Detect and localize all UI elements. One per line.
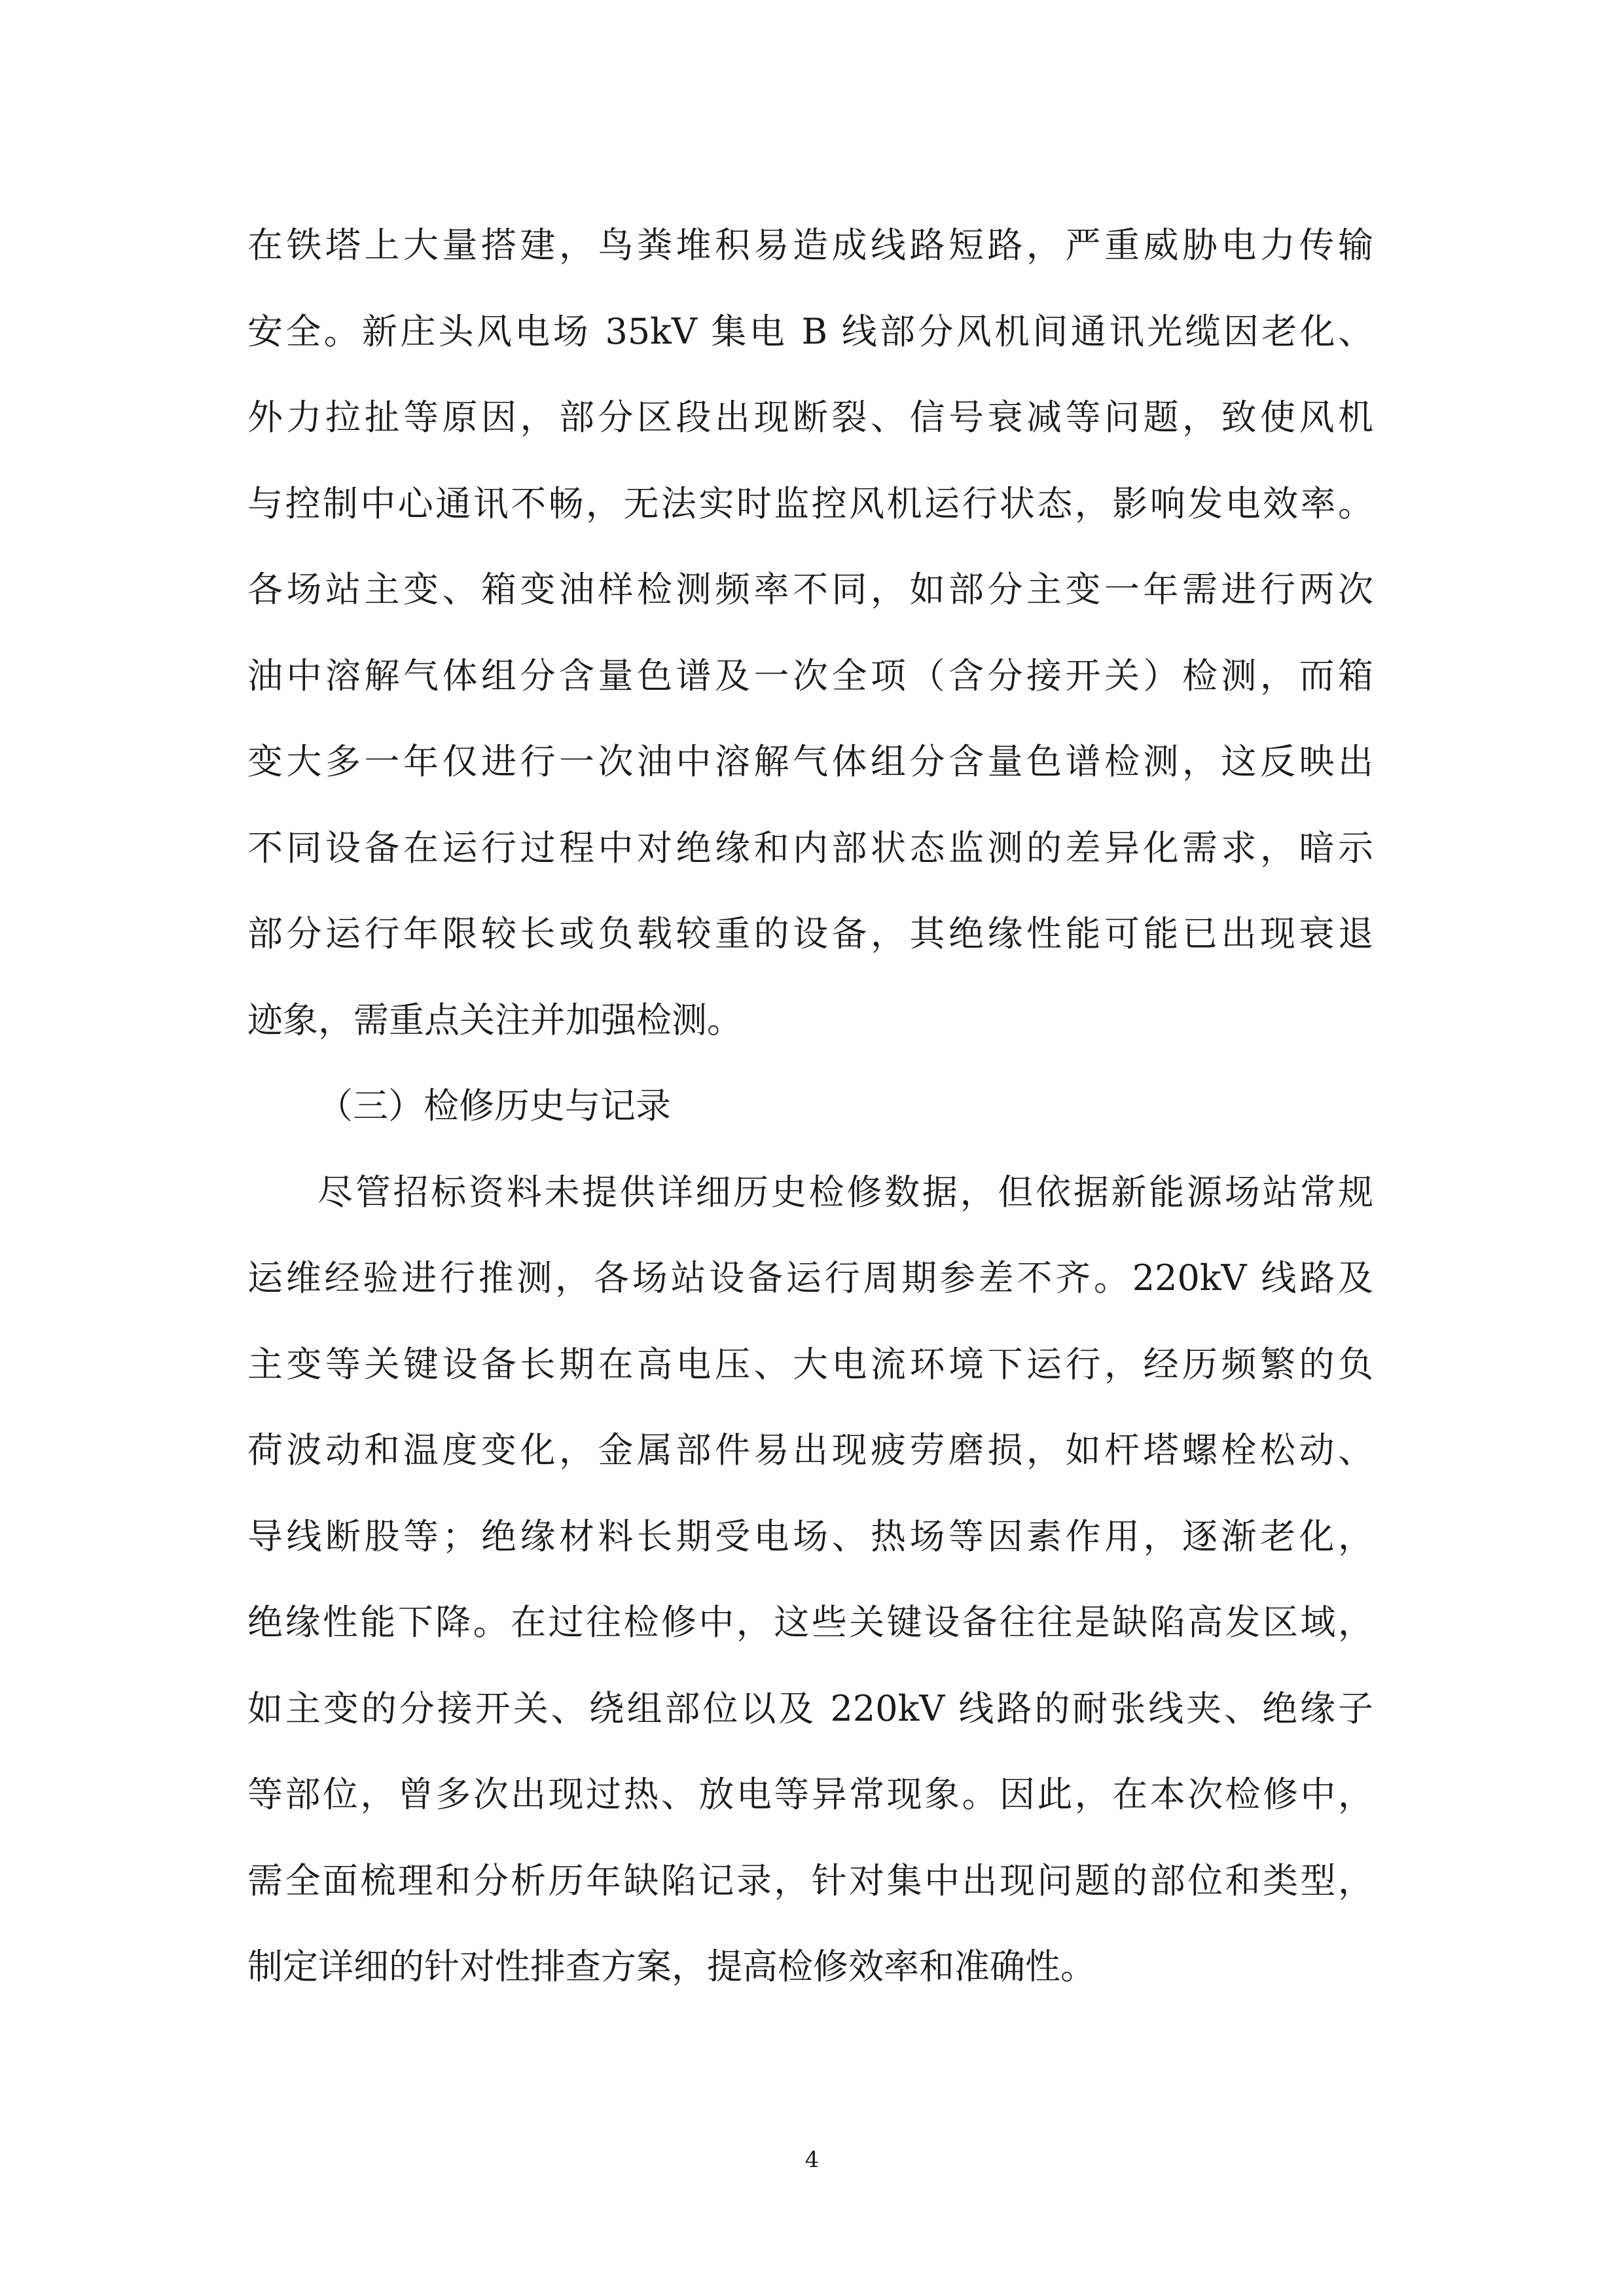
paragraph-1-line-2: 安全。新庄头风电场 35kV 集电 B 线部分风机间通讯光缆因老化、 — [247, 311, 1373, 352]
paragraph-2-line-7: 如主变的分接开关、绕组部位以及 220kV 线路的耐张线夹、绝缘子 — [247, 1688, 1373, 1729]
section-heading: （三）检修历史与记录 — [317, 1085, 671, 1126]
paragraph-2-line-10: 制定详细的针对性排查方案，提高检修效率和准确性。 — [247, 1946, 1096, 1987]
paragraph-2-line-4: 荷波动和温度变化，金属部件易出现疲劳磨损，如杆塔螺栓松动、 — [247, 1429, 1373, 1471]
paragraph-2-line-1: 尽管招标资料未提供详细历史检修数据，但依据新能源场站常规 — [317, 1172, 1373, 1213]
paragraph-1-line-4: 与控制中心通讯不畅，无法实时监控风机运行状态，影响发电效率。 — [247, 483, 1373, 524]
paragraph-1-line-5: 各场站主变、箱变油样检测频率不同，如部分主变一年需进行两次 — [247, 569, 1373, 610]
paragraph-1-line-6: 油中溶解气体组分含量色谱及一次全项（含分接开关）检测，而箱 — [247, 655, 1373, 696]
paragraph-2-line-8: 等部位，曾多次出现过热、放电等异常现象。因此，在本次检修中， — [247, 1774, 1373, 1815]
paragraph-1-line-10: 迹象，需重点关注并加强检测。 — [247, 999, 742, 1041]
paragraph-1-line-8: 不同设备在运行过程中对绝缘和内部状态监测的差异化需求，暗示 — [247, 827, 1373, 869]
page-number: 4 — [804, 2147, 820, 2173]
paragraph-2-line-6: 绝缘性能下降。在过往检修中，这些关键设备往往是缺陷高发区域， — [247, 1602, 1373, 1643]
paragraph-1-line-3: 外力拉扯等原因，部分区段出现断裂、信号衰减等问题，致使风机 — [247, 397, 1373, 438]
paragraph-2-line-3: 主变等关键设备长期在高电压、大电流环境下运行，经历频繁的负 — [247, 1344, 1373, 1385]
paragraph-2-line-9: 需全面梳理和分析历年缺陷记录，针对集中出现问题的部位和类型， — [247, 1860, 1373, 1901]
paragraph-1-line-7: 变大多一年仅进行一次油中溶解气体组分含量色谱检测，这反映出 — [247, 741, 1373, 782]
paragraph-2-line-5: 导线断股等；绝缘材料长期受电场、热场等因素作用，逐渐老化， — [247, 1516, 1373, 1557]
paragraph-2-line-2: 运维经验进行推测，各场站设备运行周期参差不齐。220kV 线路及 — [247, 1257, 1373, 1299]
paragraph-1-line-1: 在铁塔上大量搭建，鸟粪堆积易造成线路短路，严重威胁电力传输 — [247, 224, 1373, 266]
paragraph-1-line-9: 部分运行年限较长或负载较重的设备，其绝缘性能可能已出现衰退 — [247, 913, 1373, 954]
